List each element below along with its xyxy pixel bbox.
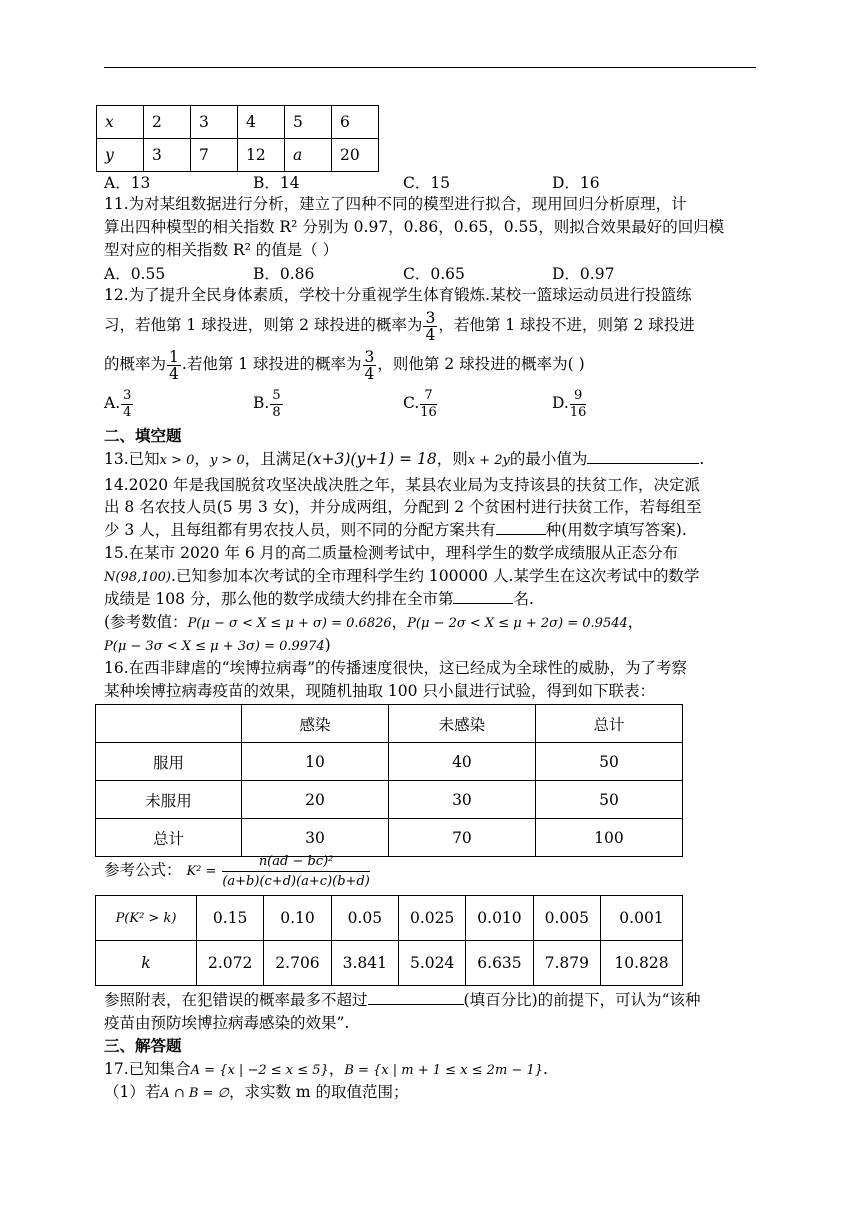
table-cell: 0.010 (466, 896, 533, 941)
xy-table (96, 105, 379, 172)
q14-text: 种(用数字填写答案). (545, 521, 687, 539)
q15-line-3 (104, 589, 534, 609)
section-heading: 三、解答题 (104, 1036, 182, 1055)
formula-label: 参考公式： (104, 861, 182, 879)
q12-text: ，若他第 1 球投不进，则第 2 球投进 (438, 316, 695, 334)
q15-text: .已知参加本次考试的全市理科学生约 100000 人.某学生在这次考试中的数学 (171, 567, 700, 585)
q11-option-d: D．0.97 (552, 265, 615, 283)
table-row (96, 781, 683, 819)
q17-text: 17.已知集合 (104, 1060, 191, 1078)
contingency-table (95, 704, 683, 857)
q12-text: ，则他第 2 球投进的概率为( ) (377, 355, 585, 373)
table-cell: 3 (144, 139, 191, 172)
table-cell: 0.15 (197, 896, 264, 941)
table-cell: 5.024 (398, 941, 465, 986)
fraction-denominator: 4 (123, 404, 132, 420)
fraction-denominator: 4 (364, 364, 375, 383)
table-row (96, 743, 683, 781)
q14-line-2: 出 8 名农技人员(5 男 3 女)，并分成两组，分配到 2 个贫困村进行扶贫工作，若每组至 (104, 498, 702, 516)
fraction-numerator: 5 (272, 387, 281, 403)
table-cell: 30 (388, 781, 535, 819)
answer-blank[interactable] (368, 990, 464, 1005)
fraction (570, 388, 587, 421)
math-expr: N(98,100) (104, 570, 172, 585)
table-cell: 0.05 (331, 896, 398, 941)
math-expr: A ∩ B = ∅ (160, 1086, 229, 1101)
reference-formula (104, 850, 371, 892)
q13-line (104, 449, 704, 471)
table-row (96, 705, 683, 743)
fraction (270, 388, 282, 421)
q10-option-b: B．14 (253, 174, 300, 192)
critical-value-table (95, 895, 683, 986)
header-rule (104, 67, 756, 68)
table-cell: 0.025 (398, 896, 465, 941)
q17-line (104, 1059, 548, 1081)
q14-line-1: 14.2020 年是我国脱贫攻坚决战决胜之年，某县农业局为支持该县的扶贫工作，决定派 (104, 476, 701, 494)
table-cell: 20 (241, 781, 388, 819)
q11-option-c: C．0.65 (403, 265, 465, 283)
fraction-numerator: 9 (570, 388, 587, 405)
math-expr: (x+3)(y+1) = 18 (306, 450, 437, 468)
q13-text: ，且满足 (244, 450, 307, 468)
fraction-denominator: (a+b)(c+d)(a+c)(b+d) (222, 873, 370, 889)
table-cell: 50 (535, 743, 682, 781)
q11-line-2: 算出四种模型的相关指数 R² 分别为 0.97，0.86，0.65，0.55，则拟合效果最好的回归模 (104, 218, 725, 236)
table-cell: 10 (241, 743, 388, 781)
math-expr: A = {x | −2 ≤ x ≤ 5} (190, 1063, 329, 1078)
q12-option-c (403, 384, 438, 422)
q17-text: ， (328, 1060, 345, 1078)
q17-part-1 (104, 1082, 409, 1104)
table-cell: 2 (144, 106, 191, 139)
table-cell: 20 (332, 139, 379, 172)
fraction-numerator: 7 (420, 388, 437, 405)
table-cell: 7 (191, 139, 238, 172)
q12-text: .若他第 1 球投进的概率为 (181, 355, 362, 373)
q11-line-1: 11.为对某组数据进行分析，建立了四种不同的模型进行拟合，现用回归分析原理，计 (104, 195, 687, 213)
q10-option-d: D．16 (552, 174, 600, 192)
table-cell: 10.828 (600, 941, 682, 986)
option-label: C. (403, 394, 420, 412)
math-expr: P(μ − 3σ < X ≤ μ + 3σ) = 0.9974 (104, 639, 325, 654)
q12-option-a (104, 384, 134, 422)
q14-line-3 (104, 520, 687, 540)
table-row (97, 106, 379, 139)
table-cell: x (97, 106, 144, 139)
fraction (423, 310, 437, 343)
table-cell: 6 (332, 106, 379, 139)
fraction-numerator: 3 (123, 387, 132, 403)
q17-text: . (542, 1060, 548, 1078)
q12-line-1: 12.为了提升全民身体素质，学校十分重视学生体育锻炼.某校一篮球运动员进行投篮练 (104, 286, 692, 304)
q15-text: (参考数值： (104, 613, 188, 631)
math-expr: P(μ − 2σ < X ≤ μ + 2σ) = 0.9544 (407, 616, 628, 631)
option-label: B. (253, 394, 270, 412)
table-cell: P(K² > k) (96, 896, 197, 941)
fraction (121, 388, 133, 421)
table-cell: 12 (238, 139, 285, 172)
q16-line-2: 某种埃博拉病毒疫苗的效果，现随机抽取 100 只小鼠进行试验，得到如下联表： (104, 682, 655, 700)
fraction-numerator: 1 (169, 347, 179, 366)
q13-text: ，则 (436, 450, 468, 468)
q16-text: (填百分比)的前提下，可认为“该种 (463, 991, 701, 1009)
q13-text: . (699, 450, 705, 468)
math-expr: x + 2y (467, 453, 510, 468)
q10-option-c: C．15 (403, 174, 451, 192)
q12-line-3 (104, 345, 585, 383)
table-cell: 40 (388, 743, 535, 781)
q11-option-b: B．0.86 (253, 265, 315, 283)
table-cell: 3.841 (331, 941, 398, 986)
fraction-numerator: n(ad − bc)² (222, 852, 370, 872)
q14-text: 少 3 人，且每组都有男农技人员，则不同的分配方案共有 (104, 521, 496, 539)
table-cell: 感染 (241, 705, 388, 743)
table-cell: 未感染 (388, 705, 535, 743)
answer-blank[interactable] (496, 520, 546, 535)
fraction-numerator: 3 (425, 308, 436, 327)
table-cell: 总计 (96, 819, 242, 857)
q15-line-1: 15.在某市 2020 年 6 月的高二质量检测考试中，理科学生的数学成绩服从正态分布 (104, 544, 679, 562)
q10-option-a: A．13 (104, 174, 151, 192)
fraction-denominator: 16 (569, 404, 587, 420)
q15-text: ) (324, 636, 331, 654)
fraction-denominator: 8 (272, 404, 281, 420)
fraction-numerator: 3 (364, 347, 375, 366)
table-cell: 3 (191, 106, 238, 139)
math-expr: K² = (186, 864, 217, 879)
table-cell: 2.072 (197, 941, 264, 986)
section-heading: 二、填空题 (104, 426, 182, 445)
q13-text: 13.已知 (104, 450, 160, 468)
fraction-denominator: 16 (420, 404, 437, 420)
q13-text: ， (194, 450, 210, 468)
table-cell: a (285, 139, 332, 172)
fraction-denominator: 4 (169, 364, 179, 383)
fraction (420, 388, 437, 421)
fraction-denominator: 4 (425, 325, 436, 344)
table-cell: 6.635 (466, 941, 533, 986)
q15-ref-line-1 (104, 612, 643, 634)
q15-text: ， (391, 613, 408, 631)
q11-line-3: 型对应的相关指数 R² 的值是（ ） (104, 241, 339, 259)
math-expr: y > 0 (209, 453, 245, 468)
q15-ref-line-2 (104, 635, 331, 657)
answer-blank[interactable] (453, 589, 513, 604)
q15-text: 名. (513, 590, 534, 608)
table-cell: y (97, 139, 144, 172)
table-cell: 服用 (96, 743, 242, 781)
table-cell: 7.879 (533, 941, 600, 986)
q13-text: 的最小值为 (509, 450, 588, 468)
q16-end-line-1 (104, 990, 701, 1010)
q17-text: ，求实数 m 的取值范围； (228, 1083, 409, 1101)
option-label: D. (552, 394, 569, 412)
table-cell: 4 (238, 106, 285, 139)
table-cell: 总计 (535, 705, 682, 743)
answer-blank[interactable] (587, 449, 699, 464)
table-cell: 30 (241, 819, 388, 857)
table-cell: 70 (388, 819, 535, 857)
table-row (96, 896, 683, 941)
fraction (222, 852, 370, 891)
table-cell: 50 (535, 781, 682, 819)
table-cell: 5 (285, 106, 332, 139)
q17-text: （1）若 (104, 1083, 161, 1101)
option-label: A. (104, 394, 121, 412)
q15-text: ， (627, 613, 644, 631)
table-cell: 未服用 (96, 781, 242, 819)
q12-text: 习，若他第 1 球投进，则第 2 球投进的概率为 (104, 316, 423, 334)
table-cell (96, 705, 242, 743)
math-expr: x > 0 (159, 453, 195, 468)
math-expr: B = {x | m + 1 ≤ x ≤ 2m − 1} (344, 1063, 543, 1078)
q12-option-b (253, 384, 284, 422)
math-expr: P(μ − σ < X ≤ μ + σ) = 0.6826 (187, 616, 392, 631)
q12-text: 的概率为 (104, 355, 167, 373)
q12-option-d (552, 384, 587, 422)
table-cell: 100 (535, 819, 682, 857)
table-cell: 0.10 (264, 896, 331, 941)
table-row (96, 941, 683, 986)
table-cell: 2.706 (264, 941, 331, 986)
table-cell: 0.001 (600, 896, 682, 941)
q16-end-line-2: 疫苗由预防埃博拉病毒感染的效果”. (104, 1014, 350, 1032)
table-cell: k (96, 941, 197, 986)
q15-line-2 (104, 566, 699, 588)
q12-line-2 (104, 306, 695, 344)
table-cell: 0.005 (533, 896, 600, 941)
fraction (363, 349, 377, 382)
q11-option-a: A．0.55 (104, 265, 166, 283)
fraction (167, 349, 181, 382)
q15-text: 成绩是 108 分，那么他的数学成绩大约排在全市第 (104, 590, 454, 608)
q16-text: 参照附表，在犯错误的概率最多不超过 (104, 991, 368, 1009)
table-row (97, 139, 379, 172)
q16-line-1: 16.在西非肆虐的“埃博拉病毒”的传播速度很快，这已经成为全球性的威胁，为了考察 (104, 659, 688, 677)
